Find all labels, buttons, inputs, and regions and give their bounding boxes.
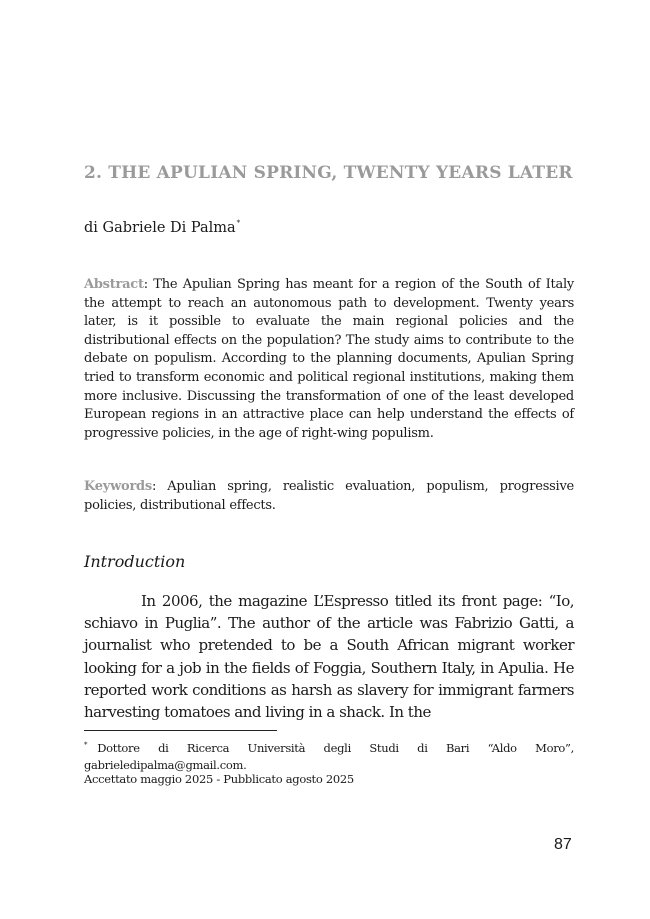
abstract-label: Abstract xyxy=(84,277,144,292)
abstract-paragraph xyxy=(84,276,574,443)
footnote-text: Dottore di Ricerca Università degli Studi di Bari “Aldo Moro”, gabrieledipalma@gmail.com. xyxy=(84,741,574,772)
keywords-text: : Apulian spring, realistic evaluation, populism, progressive policies, distributional effects. xyxy=(84,479,574,513)
author-footnote-marker: * xyxy=(236,219,241,227)
author-name: di Gabriele Di Palma xyxy=(84,220,236,236)
footnote-marker: * xyxy=(84,741,88,749)
page-number: 87 xyxy=(554,836,572,853)
footnote-divider xyxy=(84,730,277,731)
abstract-text: : The Apulian Spring has meant for a region of the South of Italy the attempt to reach an autonomous path to development. Twenty years later, is it possible to evaluate the main regional policies and the distributional effects on the population? The study aims to contribute to the debate on populism. According to the planning documents, Apulian Spring tried to transform economic and political regional institutions, making them more inclusive. Discussing the transformation of one of the least developed European regions in an attractive place can help understand the effects of progressive policies, in the age of right-wing populism. xyxy=(84,277,574,441)
section-heading-introduction: Introduction xyxy=(84,552,186,571)
chapter-title: 2. THE APULIAN SPRING, TWENTY YEARS LATER xyxy=(84,163,573,183)
publication-dates: Accettato maggio 2025 - Pubblicato agosto 2025 xyxy=(84,772,354,786)
keywords-label: Keywords xyxy=(84,479,152,494)
author-byline xyxy=(84,219,240,236)
keywords-paragraph xyxy=(84,478,574,515)
body-paragraph: In 2006, the magazine L’Espresso titled its front page: “Io, schiavo in Puglia”. The author of the article was Fabrizio Gatti, a journalist who pretended to be a South African migrant worker looking for a job in the fields of Foggia, Southern Italy, in Apulia. He reported work conditions as harsh as slavery for immigrant farmers harvesting tomatoes and living in a shack. In the xyxy=(84,592,574,722)
footnote xyxy=(84,737,574,774)
